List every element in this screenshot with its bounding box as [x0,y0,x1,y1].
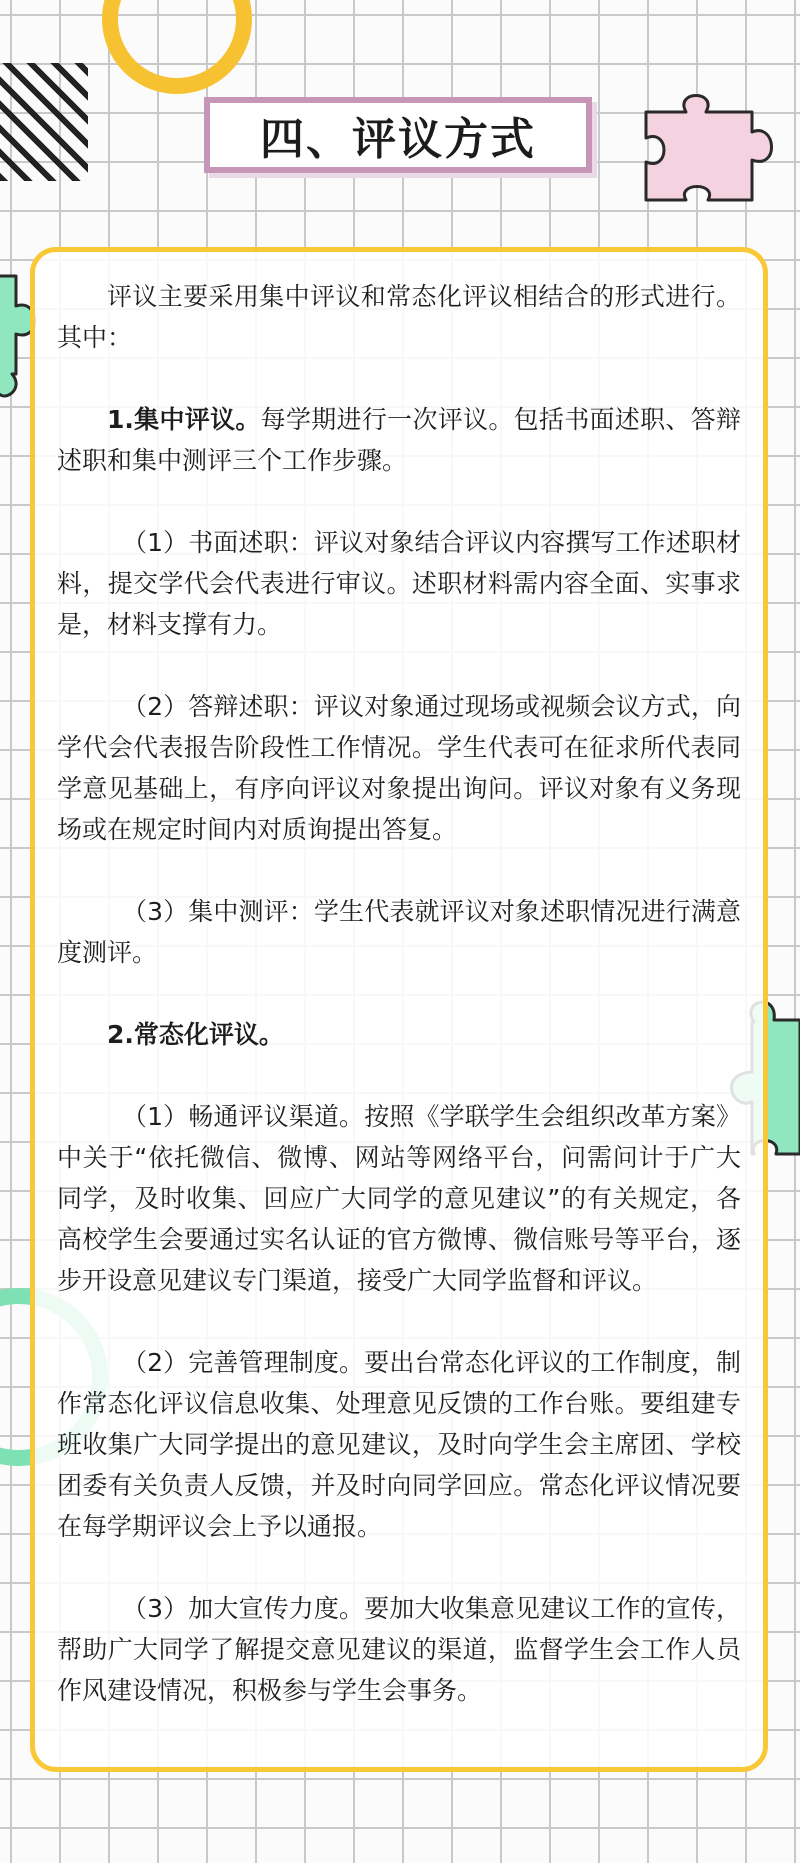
section-2-paragraph [57,1014,741,1055]
section-1-heading: 1.集中评议。 [107,405,261,434]
section-2-heading: 2.常态化评议。 [107,1020,284,1049]
publicity-paragraph: （3）加大宣传力度。要加大收集意见建议工作的宣传，帮助广大同学了解提交意见建议的渠道，监督学生会工作人员作风建设情况，积极参与学生会事务。 [57,1594,741,1705]
centralized-evaluation-paragraph: （3）集中测评：学生代表就评议对象述职情况进行满意度测评。 [57,897,741,967]
defense-report-paragraph: （2）答辩述职：评议对象通过现场或视频会议方式，向学代会代表报告阶段性工作情况。学生代表可在征求所代表同学意见基础上，有序向评议对象提出询问。评议对象有义务现场或在规定时间内对质询提出答复。 [57,692,741,844]
yellow-ring-decoration [102,0,252,94]
section-1-paragraph [57,399,741,481]
pink-puzzle-piece-icon [640,86,796,210]
page-title: 四、评议方式 [260,114,536,165]
channels-paragraph: （1）畅通评议渠道。按照《学联学生会组织改革方案》中关于“依托微信、微博、网站等网络平台，问需问计于广大同学，及时收集、回应广大同学的意见建议”的有关规定，各高校学生会要通过实名认证的官方微博、微信账号等平台，逐步开设意见建议专门渠道，接受广大同学监督和评议。 [57,1102,741,1295]
intro-paragraph: 评议主要采用集中评议和常态化评议相结合的形式进行。其中： [57,282,741,352]
written-report-paragraph: （1）书面述职：评议对象结合评议内容撰写工作述职材料，提交学代会代表进行审议。述职材料需内容全面、实事求是，材料支撑有力。 [57,528,741,639]
section-1-text: 每学期进行一次评议。包括书面述职、答辩述职和集中测评三个工作步骤。 [57,405,741,475]
section-title-box [204,97,592,173]
striped-pattern-decoration [0,63,88,181]
management-system-paragraph: （2）完善管理制度。要出台常态化评议的工作制度，制作常态化评议信息收集、处理意见反馈的工作台账。要组建专班收集广大同学提出的意见建议，及时向学生会主席团、学校团委有关负责人反馈，并及时向同学回应。常态化评议情况要在每学期评议会上予以通报。 [57,1348,741,1541]
content-panel [30,247,768,1772]
